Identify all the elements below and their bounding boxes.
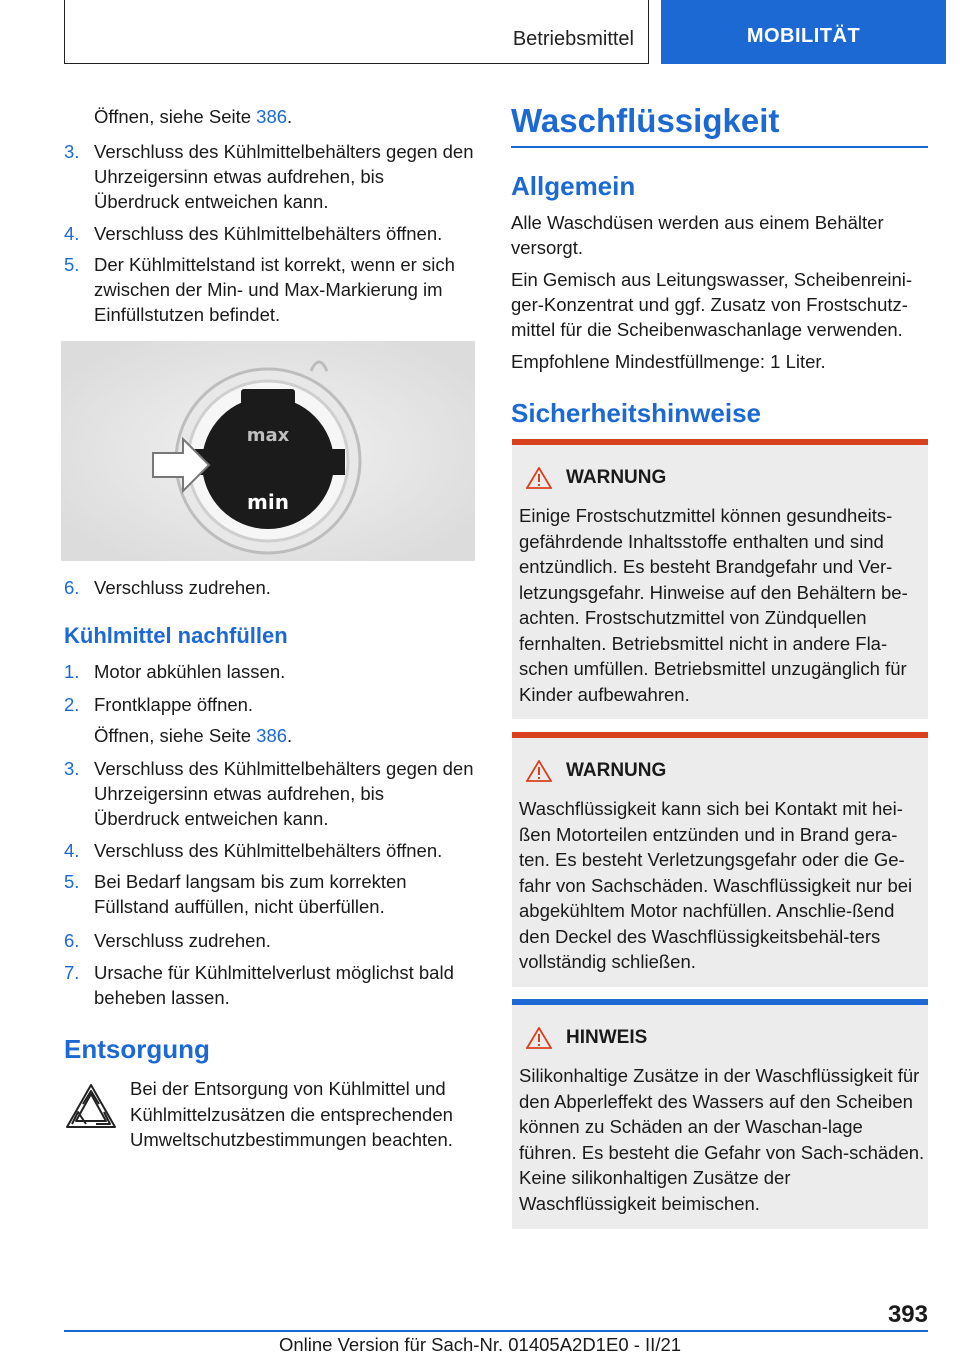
recycling-icon	[64, 1082, 118, 1136]
step-text: Verschluss zudrehen.	[94, 930, 271, 951]
warning-box-2	[512, 732, 928, 987]
step-number: 2.	[64, 694, 80, 715]
general-heading: Allgemein	[511, 171, 636, 201]
step-text: Verschluss des Kühlmittelbehälters gegen den Uhrzeigersinn etwas aufdrehen, bis Überdruck entweichen kann.	[94, 141, 474, 212]
step-number: 3.	[64, 141, 80, 162]
refill-ref-link[interactable]: 386	[256, 725, 288, 746]
coolant-cap-illustration	[61, 341, 475, 561]
warning-text: Einige Frostschutzmittel können gesundheits-gefährdende Inhaltsstoffe enthalten und sind entzündlich. Es besteht Brandgefahr und Ver-letzungsgefahr. Hinweise auf den Behältern be-achten. Frostschutzmittel von Zündquellen fernhalten. Betriebsmittel nicht in andere Fla-schen umfüllen. Betriebsmittel unzugänglich für Kinder aufbewahren.	[519, 505, 908, 705]
step-number: 1.	[64, 661, 80, 682]
disposal-text: Bei der Entsorgung von Kühlmittel und Kühlmittelzusätzen die entsprechenden Umweltschutzbestimmungen beachten.	[130, 1078, 453, 1150]
page-title: Waschflüssigkeit	[511, 102, 780, 139]
header-chapter-tab[interactable]: MOBILITÄT	[661, 0, 946, 64]
warning-heading	[526, 467, 666, 489]
step-text: Verschluss zudrehen.	[94, 577, 271, 598]
header-section-title: Betriebsmittel	[512, 28, 634, 50]
intro-ref-link[interactable]: 386	[256, 106, 288, 127]
refill-heading: Kühlmittel nachfüllen	[64, 623, 288, 648]
title-rule	[511, 146, 928, 148]
warning-triangle-icon	[526, 467, 552, 489]
header-section-box	[64, 0, 649, 64]
step-text: Verschluss des Kühlmittelbehälters gegen den Uhrzeigersinn etwas aufdrehen, bis Überdruck entweichen kann.	[94, 758, 474, 829]
step-text: Verschluss des Kühlmittelbehälters öffnen.	[94, 223, 443, 244]
safety-heading: Sicherheitshinweise	[511, 398, 761, 428]
warning-label: WARNUNG	[566, 467, 667, 488]
max-mark: max	[246, 425, 290, 446]
warning-triangle-icon	[526, 1027, 552, 1049]
footer-rule	[64, 1330, 928, 1332]
warning-text: Waschflüssigkeit kann sich bei Kontakt mit hei-ßen Motorteilen entzünden und in Brand gera-ten. Es besteht Verletzungsgefahr oder die Ge-fahr von Sachschäden. Waschflüssigkeit nur bei abgekühltem Motor nachfüllen. Anschlie-ßend den Deckel des Waschflüssigkeitsbehäl-ters vollständig schließen.	[519, 798, 913, 972]
step-text: Ursache für Kühlmittelverlust möglichst bald beheben lassen.	[94, 962, 454, 1008]
footer-version: Online Version für Sach-Nr. 01405A2D1E0 - II/21	[278, 1334, 682, 1355]
intro-page-reference: Öffnen, siehe Seite 386.	[94, 106, 293, 127]
step-text: Der Kühlmittelstand ist korrekt, wenn er sich zwischen der Min- und Max-Markierung im Einfüllstutzen befindet.	[94, 254, 455, 325]
step-number: 4.	[64, 840, 80, 861]
warning-label: WARNUNG	[566, 760, 667, 781]
step-number: 5.	[64, 254, 80, 275]
notice-text: Silikonhaltige Zusätze in der Waschflüssigkeit für den Abperleffekt des Wassers auf den Scheiben können zu Schäden an der Waschan-lage führen. Es besteht die Gefahr von Sach-schäden. Keine silikonhaltigen Zusätze der Waschflüssigkeit beimischen.	[519, 1065, 925, 1214]
page-number: 393	[887, 1301, 928, 1328]
intro-ref-prefix: Öffnen, siehe Seite	[94, 106, 252, 127]
warning-triangle-icon	[526, 760, 552, 782]
min-mark: min	[247, 490, 289, 514]
warning-box-1	[512, 439, 928, 719]
refill-page-reference: Öffnen, siehe Seite 386.	[94, 725, 293, 746]
notice-box	[512, 999, 928, 1229]
step-text: Verschluss des Kühlmittelbehälters öffnen.	[94, 840, 443, 861]
step-number: 6.	[64, 930, 80, 951]
step-number: 5.	[64, 871, 80, 892]
step-number: 6.	[64, 577, 80, 598]
general-paragraph-2: Ein Gemisch aus Leitungswasser, Scheibenreini-ger-Konzentrat und ggf. Zusatz von Frostschutz-mittel für die Scheibenwaschanlage verwenden.	[511, 269, 913, 340]
general-paragraph-3: Empfohlene Mindestfüllmenge: 1 Liter.	[511, 351, 826, 372]
step-number: 3.	[64, 758, 80, 779]
step-text: Motor abkühlen lassen.	[94, 661, 286, 682]
step-text: Bei Bedarf langsam bis zum korrekten Füllstand auffüllen, nicht überfüllen.	[94, 871, 407, 917]
notice-heading	[526, 1027, 647, 1049]
step-text: Frontklappe öffnen.	[94, 694, 254, 715]
disposal-heading: Entsorgung	[64, 1034, 210, 1064]
step-number: 4.	[64, 223, 80, 244]
refill-ref-prefix: Öffnen, siehe Seite	[94, 725, 252, 746]
step-number: 7.	[64, 962, 80, 983]
notice-label: HINWEIS	[566, 1027, 648, 1048]
warning-heading	[526, 760, 666, 782]
general-paragraph-1: Alle Waschdüsen werden aus einem Behälter versorgt.	[511, 212, 884, 258]
